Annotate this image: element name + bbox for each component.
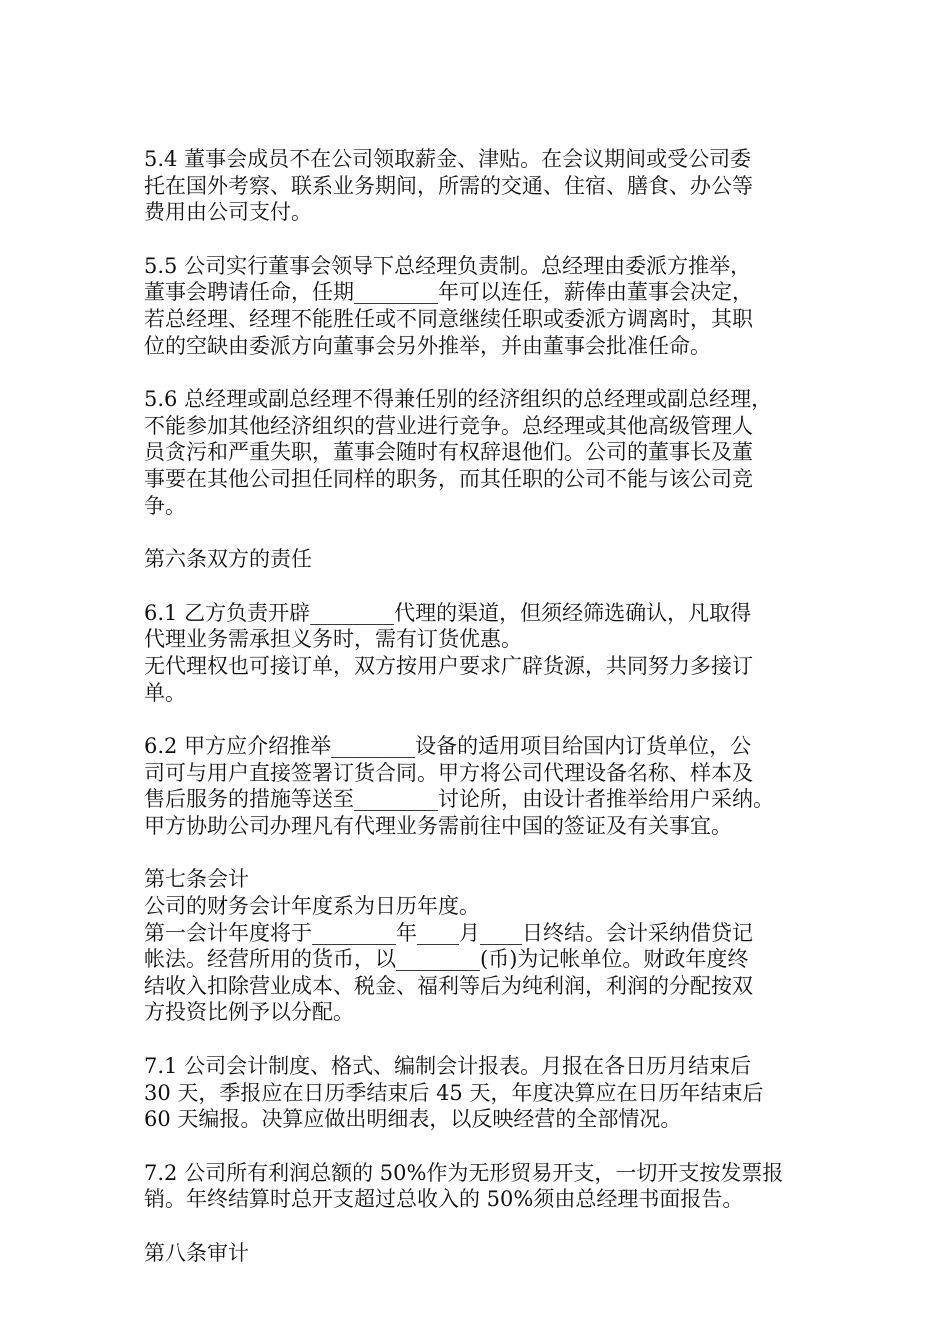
article-7 xyxy=(144,866,824,1026)
paragraph-5-4 xyxy=(144,146,824,226)
text-line: 6.2 甲方应介绍推举________设备的适用项目给国内订货单位，公 xyxy=(144,734,752,759)
paragraph-6-2 xyxy=(144,733,824,839)
text-line: 帐法。经营所用的货币，以________(币)为记帐单位。财政年度终 xyxy=(144,947,749,972)
article-8-heading xyxy=(144,1240,824,1267)
text-line: 无代理权也可接订单，双方按用户要求广辟货源，共同努力多接订 xyxy=(144,653,753,678)
article-6-heading xyxy=(144,546,824,573)
article-title: 第八条审计 xyxy=(144,1241,249,1265)
text-line: 事要在其他公司担任同样的职务，而其任职的公司不能与该公司竞 xyxy=(144,466,753,491)
article-title: 第七条会计 xyxy=(144,867,249,892)
paragraph-7-1 xyxy=(144,1053,824,1133)
text-line: 公司的财务会计年度系为日历年度。 xyxy=(144,894,480,919)
text-line: 60 天编报。决算应做出明细表，以反映经营的全部情况。 xyxy=(144,1107,682,1132)
text-line: 位的空缺由委派方向董事会另外推举，并由董事会批准任命。 xyxy=(144,333,711,358)
text-line: 代理业务需承担义务时，需有订货优惠。 xyxy=(144,627,522,652)
text-line: 员贪污和严重失职，董事会随时有权辞退他们。公司的董事长及董 xyxy=(144,440,753,465)
text-line: 7.2 公司所有利润总额的 50%作为无形贸易开支，一切开支按发票报 xyxy=(144,1160,784,1185)
text-line: 售后服务的措施等送至________讨论所，由设计者推举给用户采纳。 xyxy=(144,787,774,812)
text-line: 5.5 公司实行董事会领导下总经理负责制。总经理由委派方推举， xyxy=(144,253,752,278)
document-page xyxy=(144,146,824,1267)
text-line: 6.1 乙方负责开辟________代理的渠道，但须经筛选确认，凡取得 xyxy=(144,600,752,625)
text-line: 7.1 公司会计制度、格式、编制会计报表。月报在各日历月结束后 xyxy=(144,1054,752,1079)
text-line: 单。 xyxy=(144,680,186,705)
text-line: 费用由公司支付。 xyxy=(144,200,312,225)
text-line: 30 天，季报应在日历季结束后 45 天，年度决算应在日历年结束后 xyxy=(144,1080,764,1105)
text-line: 托在国外考察、联系业务期间，所需的交通、住宿、膳食、办公等 xyxy=(144,173,753,198)
paragraph-5-6 xyxy=(144,386,824,519)
text-line: 5.6 总经理或副总经理不得兼任别的经济组织的总经理或副总经理， xyxy=(144,387,773,412)
text-line: 方投资比例予以分配。 xyxy=(144,1000,354,1025)
text-line: 争。 xyxy=(144,493,186,518)
text-line: 甲方协助公司办理凡有代理业务需前往中国的签证及有关事宜。 xyxy=(144,813,732,838)
text-line: 董事会聘请任命，任期________年可以连任，薪俸由董事会决定， xyxy=(144,280,753,305)
text-line: 销。年终结算时总开支超过总收入的 50%须由总经理书面报告。 xyxy=(144,1187,744,1212)
text-line: 结收入扣除营业成本、税金、福利等后为纯利润，利润的分配按双 xyxy=(144,973,753,998)
text-line: 若总经理、经理不能胜任或不同意继续任职或委派方调离时，其职 xyxy=(144,306,753,331)
paragraph-6-1 xyxy=(144,600,824,706)
paragraph-7-2 xyxy=(144,1160,824,1213)
text-line: 第一会计年度将于________年____月____日终结。会计采纳借贷记 xyxy=(144,920,753,945)
text-line: 不能参加其他经济组织的营业进行竞争。总经理或其他高级管理人 xyxy=(144,413,753,438)
paragraph-5-5 xyxy=(144,253,824,359)
text-line: 司可与用户直接签署订货合同。甲方将公司代理设备名称、样本及 xyxy=(144,760,753,785)
article-title: 第六条双方的责任 xyxy=(144,547,312,572)
text-line: 5.4 董事会成员不在公司领取薪金、津贴。在会议期间或受公司委 xyxy=(144,147,752,171)
